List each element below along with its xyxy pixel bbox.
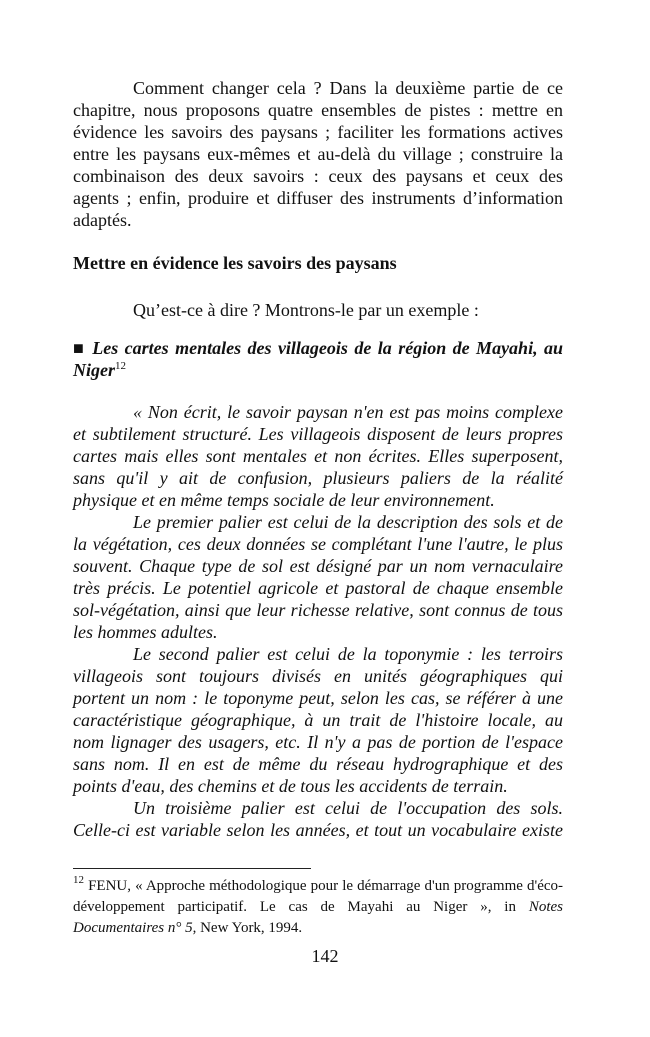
footnote [73, 876, 563, 939]
paragraph-intro [73, 77, 563, 231]
quote-line: Le second palier est celui de la toponymie : les terroirs [133, 644, 563, 664]
quote-line: et subtilement structuré. Les villageois disposent de leurs propres [73, 424, 563, 444]
box-heading-line: Les cartes mentales des villageois de la région de Mayahi, au [92, 338, 564, 358]
quote-line: Un troisième palier est celui de l'occupation des sols. [133, 798, 563, 818]
footnote-ref[interactable]: 12 [115, 360, 126, 372]
quote-line: nom lignager des usagers, etc. Il n'y a pas de portion de l'espace [73, 732, 563, 752]
quote-line: sol-végétation, ainsi que leur richesse relative, sont connus de tous [73, 600, 563, 620]
quote-line: sans nom. Il en est de même du réseau hydrographique et des [73, 754, 563, 774]
bullet-square-icon: ■ [73, 338, 86, 358]
quote-line: très précis. Le potentiel agricole et pastoral de chaque ensemble [73, 578, 563, 598]
quote-line: points d'eau, des chemins et de tous les accidents de terrain. [73, 776, 508, 796]
quote-line: Le premier palier est celui de la description des sols et de [133, 512, 563, 532]
page-number: 142 [311, 946, 339, 966]
text-line: combinaison des deux savoirs : ceux des paysans et ceux des [73, 166, 563, 186]
section-heading: Mettre en évidence les savoirs des paysans [73, 253, 397, 273]
footnote-text: FENU, « Approche méthodologique pour le démarrage d'un programme d'éco- [88, 878, 564, 894]
quote-line: les hommes adultes. [73, 622, 218, 642]
box-heading [73, 337, 563, 381]
quote-line: cartes mais elles sont mentales et non écrites. Elles superposent, [73, 446, 563, 466]
quote-line: la végétation, ces deux données se complétant l'une l'autre, le plus [73, 534, 563, 554]
footnote-text-italic: Documentaires n° 5 [73, 920, 193, 936]
quote-block [73, 401, 563, 841]
text-line: adaptés. [73, 210, 132, 230]
footnote-divider [73, 868, 311, 869]
quote-line: villageois sont toujours divisés en unités géographiques qui [73, 666, 563, 686]
text-line: chapitre, nous proposons quatre ensembles de pistes : mettre en [73, 100, 563, 120]
quote-line: portent un nom : le toponyme peut, selon les cas, se référer à une [73, 688, 563, 708]
quote-line: caractéristique géographique, à un trait de l'histoire locale, au [73, 710, 563, 730]
intro-sentence [73, 299, 563, 321]
text-line: Comment changer cela ? Dans la deuxième partie de ce [133, 78, 563, 98]
text-line: entre les paysans eux-mêmes et au-delà du village ; construire la [73, 144, 563, 164]
quote-line: sans qu'il y ait de confusion, plusieurs paliers de la réalité [73, 468, 563, 488]
text-line: Qu’est-ce à dire ? Montrons-le par un exemple : [133, 300, 479, 320]
quote-line: « Non écrit, le savoir paysan n'en est pas moins complexe [133, 402, 563, 422]
footnote-text-italic: Notes [528, 899, 564, 915]
text-line: évidence les savoirs des paysans ; faciliter les formations actives [73, 122, 563, 142]
quote-line: Celle-ci est variable selon les années, et tout un vocabulaire existe [73, 820, 563, 840]
footnote-text: , New York, 1994. [192, 920, 303, 936]
footnote-number: 12 [73, 874, 84, 886]
box-heading-line: Niger [73, 360, 115, 380]
quote-line: physique et en même temps sociale de leur environnement. [73, 490, 495, 510]
text-line: agents ; enfin, produire et diffuser des instruments d’information [73, 188, 563, 208]
quote-line: souvent. Chaque type de sol est désigné par un nom vernaculaire [73, 556, 563, 576]
footnote-text: développement participatif. Le cas de Mayahi au Niger », in [73, 899, 516, 915]
